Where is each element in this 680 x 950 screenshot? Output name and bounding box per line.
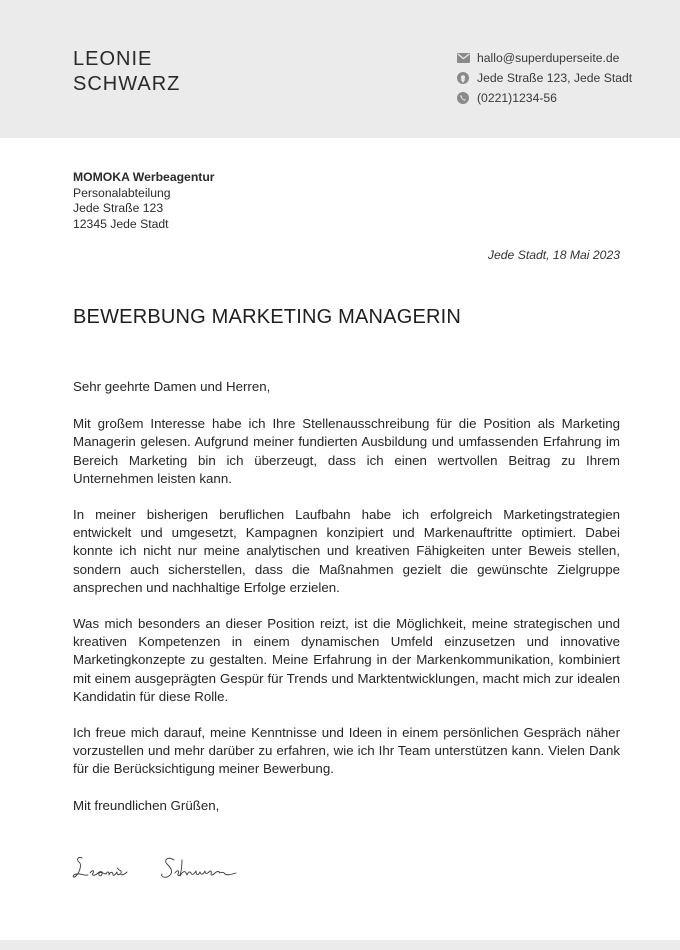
body-paragraph-2: In meiner bisherigen beruflichen Laufbahn habe ich erfolgreich Marketingstrategien entwickelt und umgesetzt, Kampagnen konzipiert und Markenauftritte optimiert. Dabei konnte ich nicht nur meine analytischen und kreativen Fähigkeiten unter Beweis stellen, sondern auch sicherstellen, dass die Maßnahmen gezielt die gewünschte Zielgruppe ansprechen und nachhaltige Erfolge erzielen. [73,507,620,595]
contact-address-text: Jede Straße 123, Jede Stadt [477,71,633,85]
contact-address [456,68,632,88]
contact-email [456,48,632,68]
letter-date: Jede Stadt, 18 Mai 2023 [487,248,620,262]
letter-subject: BEWERBUNG MARKETING MANAGERIN [73,306,462,328]
body-paragraph-3: Was mich besonders an dieser Position reizt, ist die Möglichkeit, meine strategischen und kreativen Kompetenzen in einem dynamischen Umfeld einzusetzen und innovative Marketingkonzepte zu gestalten. Meine Erfahrung in der Markenkommunikation, kombiniert mit einem ausgeprägten Gespür für Trends und Marktentwicklungen, macht mich zur idealen Kandidatin für diese Rolle. [73,616,620,704]
recipient-address [73,170,215,232]
contact-phone-text[interactable]: (0221)1234-56 [477,91,557,105]
sender-name [73,47,180,97]
recipient-department: Personalabteilung [73,185,171,200]
salutation: Sehr geehrte Damen und Herren, [73,379,271,394]
letterhead [0,0,680,138]
closing: Mit freundlichen Grüßen, [73,797,220,813]
contact-block [456,48,632,108]
contact-email-text[interactable]: hallo@superduperseite.de [477,51,620,65]
recipient-street: Jede Straße 123 [73,201,164,215]
recipient-company: MOMOKA Werbeagentur [73,170,215,184]
location-pin-icon [456,71,470,85]
body-paragraph-4: Ich freue mich darauf, meine Kenntnisse und Ideen in einem persönlichen Gespräch näher vorzustellen und mehr darüber zu erfahren, wie ich Ihr Team unterstützen kann. Vielen Dank für die Berücksichtigung meiner Bewerbung. [73,725,620,777]
recipient-city: 12345 Jede Stadt [73,216,169,231]
footer-band [0,940,680,950]
phone-icon [456,91,470,105]
body-paragraph-1: Mit großem Interesse habe ich Ihre Stellenausschreibung für die Position als Marketing Managerin gelesen. Aufgrund meiner fundierten Ausbildung und umfassenden Erfahrung im Bereich Marketing bin ich überzeugt, dass ich einen wertvollen Beitrag zu Ihrem Unternehmen leisten kann. [73,416,620,486]
letter-body [73,378,620,815]
handwritten-signature [70,852,270,891]
contact-phone [456,88,632,108]
sender-last-name: SCHWARZ [73,73,181,95]
mail-icon [456,51,470,65]
sender-first-name: LEONIE [73,48,153,70]
